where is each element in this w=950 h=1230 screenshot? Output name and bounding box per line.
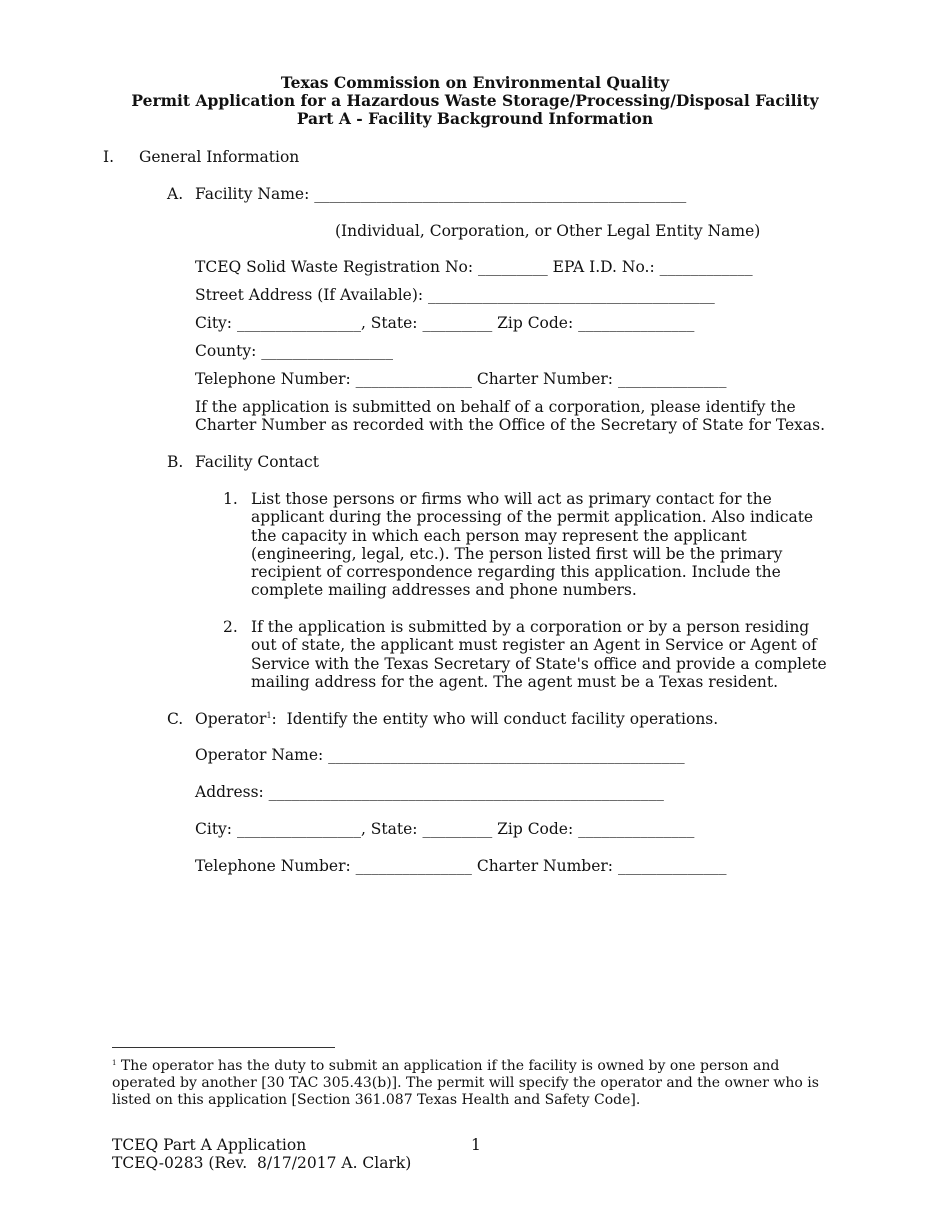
page-number: 1 <box>471 1136 481 1154</box>
city-state-zip-field[interactable]: City: ________________, State: _________ Zip Code: _______________ <box>195 314 695 332</box>
list-item-number: 1. <box>223 490 238 508</box>
registration-field[interactable]: TCEQ Solid Waste Registration No: _________ EPA I.D. No.: ____________ <box>195 258 753 276</box>
header-subtitle: Permit Application for a Hazardous Waste Storage/Processing/Disposal Facility <box>131 91 819 110</box>
list-item-text: If the application is submitted by a corporation or by a person residing out of state, the applicant must register an Agent in Service or Agent of Service with the Texas Secretary of State's office and provide a complete mailing address for the agent. The agent must be a Texas resident. <box>251 618 827 691</box>
header-part: Part A - Facility Background Information <box>296 109 654 128</box>
footnote-marker: 1 <box>112 1059 117 1067</box>
section-number: I. <box>103 148 115 166</box>
charter-note: If the application is submitted on behalf of a corporation, please identify the Charter Number as recorded with the Office of the Secretary of State for Texas. <box>195 398 826 435</box>
footnote-divider <box>112 1047 335 1048</box>
county-field[interactable]: County: _________________ <box>195 342 394 360</box>
operator-label: Operator <box>195 710 267 728</box>
operator-heading <box>195 710 718 728</box>
operator-address-field[interactable]: Address: ___________________________________________________ <box>195 783 664 801</box>
header-title: Texas Commission on Environmental Quality <box>280 73 670 92</box>
facility-contact-title: Facility Contact <box>195 453 319 471</box>
footer-form-id: TCEQ-0283 (Rev. 8/17/2017 A. Clark) <box>112 1154 412 1172</box>
list-item-number: 2. <box>223 618 238 636</box>
list-item-text: List those persons or firms who will act as primary contact for the applicant during the processing of the permit application. Also indicate the capacity in which each person may represent the applicant (engineering, legal, etc.). The person listed first will be the primary recipient of correspondence regarding this application. Include the complete mailing addresses and phone numbers. <box>251 490 814 600</box>
part-b-letter: B. <box>167 453 184 471</box>
street-address-field[interactable]: Street Address (If Available): _____________________________________ <box>195 286 715 304</box>
operator-description: : Identify the entity who will conduct facility operations. <box>271 710 719 728</box>
part-a-letter: A. <box>167 185 184 203</box>
footnote-ref[interactable]: 1 <box>266 711 272 720</box>
operator-phone-charter-field[interactable]: Telephone Number: _______________ Charter Number: ______________ <box>195 857 727 875</box>
facility-name-field[interactable]: Facility Name: ________________________________________________ <box>195 185 687 203</box>
footer-doc-name: TCEQ Part A Application <box>112 1136 307 1154</box>
footnote-text: The operator has the duty to submit an application if the facility is owned by one person and operated by another [30 TAC 305.43(b)]. The permit will specify the operator and the owner who is listed on this application [Section 361.087 Texas Health and Safety Code]. <box>112 1058 819 1108</box>
operator-city-state-zip-field[interactable]: City: ________________, State: _________ Zip Code: _______________ <box>195 820 695 838</box>
entity-name-note: (Individual, Corporation, or Other Legal Entity Name) <box>335 222 761 240</box>
phone-charter-field[interactable]: Telephone Number: _______________ Charter Number: ______________ <box>195 370 727 388</box>
part-c-letter: C. <box>167 710 184 728</box>
footnote <box>112 1058 832 1109</box>
operator-name-field[interactable]: Operator Name: ______________________________________________ <box>195 746 685 764</box>
section-title: General Information <box>139 148 300 166</box>
